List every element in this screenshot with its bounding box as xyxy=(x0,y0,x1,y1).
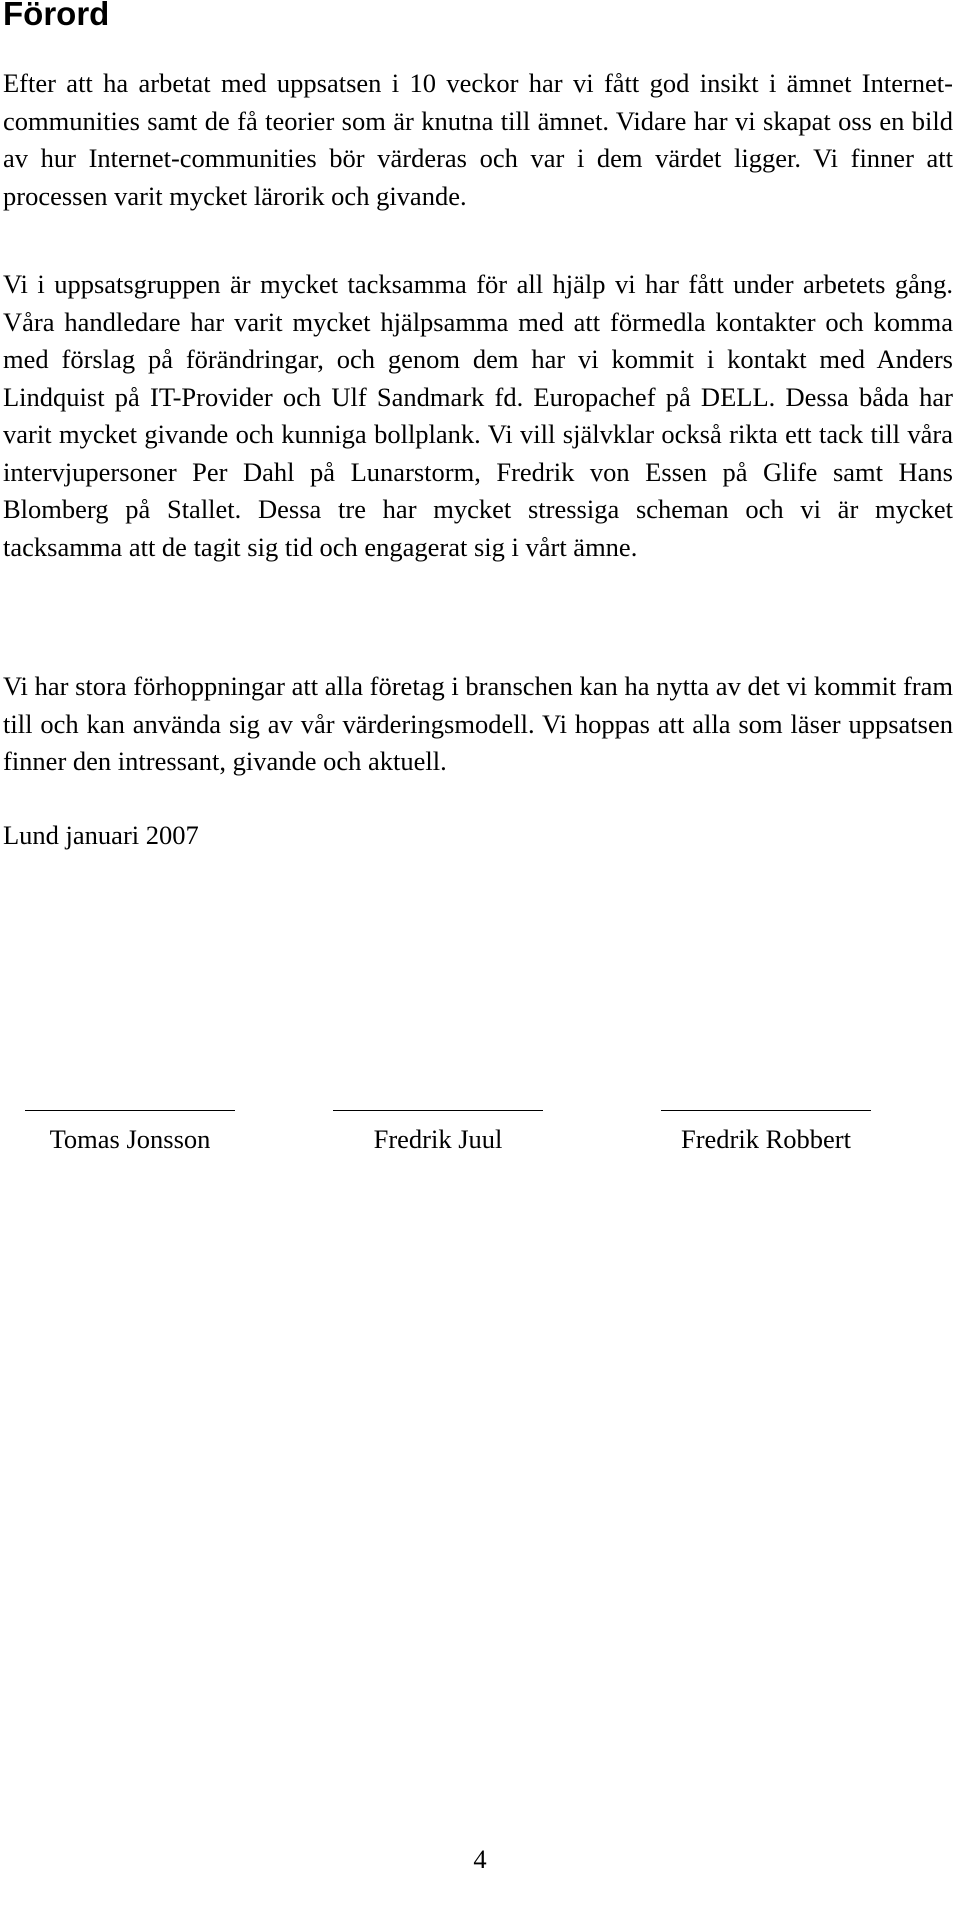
signature-line xyxy=(333,1110,543,1111)
signature-name: Fredrik Robbert xyxy=(680,1124,851,1154)
paragraph-intro: Efter att ha arbetat med uppsatsen i 10 veckor har vi fått god insikt i ämnet Internet-communities samt de få teorier som är knutna till ämnet. Vidare har vi skapat oss en bild av hur Internet-communities bör värderas och var i dem värdet ligger. Vi finner att processen varit mycket lärorik och givande. xyxy=(3,68,953,211)
place-date: Lund januari 2007 xyxy=(3,820,199,850)
signature-line xyxy=(25,1110,235,1111)
page-number: 4 xyxy=(473,1844,487,1874)
signature-line xyxy=(661,1110,871,1111)
signature-name: Tomas Jonsson xyxy=(49,1124,211,1154)
signature-block xyxy=(20,1110,240,1155)
signature-name: Fredrik Juul xyxy=(373,1124,503,1154)
signature-block xyxy=(656,1110,876,1155)
paragraph-thanks: Vi i uppsatsgruppen är mycket tacksamma för all hjälp vi har fått under arbetets gång. Våra handledare har varit mycket hjälpsamma med att förmedla kontakter och komma med förslag på förändringar, och genom dem har vi kommit i kontakt med Anders Lindquist på IT-Provider och Ulf Sandmark fd. Europachef på DELL. Dessa båda har varit mycket givande och kunniga bollplank. Vi vill självklar också rikta ett tack till våra intervjupersoner Per Dahl på Lunarstorm, Fredrik von Essen på Glife samt Hans Blomberg på Stallet. Dessa tre har mycket stressiga scheman och vi är mycket tacksamma att de tagit sig tid och engagerat sig i vårt ämne. xyxy=(3,269,953,562)
signature-block xyxy=(328,1110,548,1155)
page-title: Förord xyxy=(3,0,110,32)
paragraph-hopes: Vi har stora förhoppningar att alla företag i branschen kan ha nytta av det vi kommit fram till och kan använda sig av vår värderingsmodell. Vi hoppas att alla som läser uppsatsen finner den intressant, givande och aktuell. xyxy=(3,671,953,776)
